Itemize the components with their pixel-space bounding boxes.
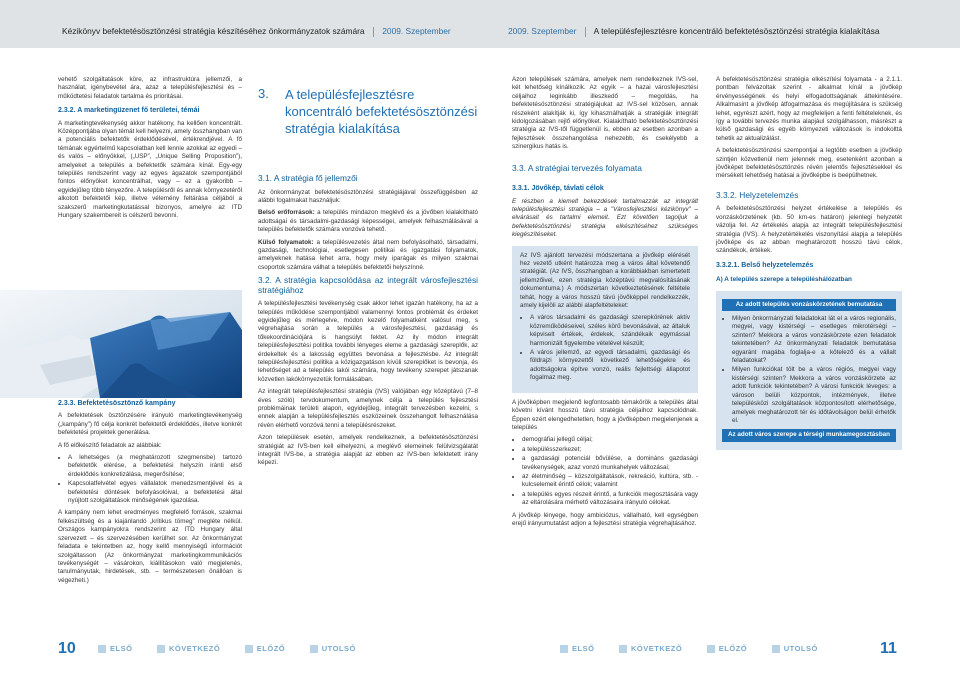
col3-paragraph-2: E részben a kiemelt bekezdések tartalmazzák az integrált településfejlesztési stratégia – a "Városfejlesztési kézikönyv" – elvárásait és tartalmi elemeit. Ezt követően tagoljuk a befektetésösztönzési stratégia elkészítéséhez szükséges kiegészítéseket. — [512, 197, 698, 239]
footer-nav-right — [560, 644, 840, 653]
list-item: • A város társadalmi és gazdasági szerepkörének aktív közreműködéseivel, széles körű bevonásával, az általuk képviselt értékek, érdekek, szándékaik egymással harmonizált figyelembe vételével készült; — [530, 314, 690, 348]
col2-paragraph-5: Az integrált településfejlesztési stratégia (IVS) valójában egy középtávú (7–8 éves szóló) tervdokumentum, amelynek célja a település fejlesztési problémáinak területi alapon, egyidejűleg, integrált tervezésben kezelni, s ennek alapján a településfejlesztés eszközeinek összehangolt felhasználása révén elérhető vonzóvá tenni a településrészeket. — [258, 388, 478, 429]
right-date: 2009. Szeptember — [508, 26, 577, 36]
term-inner-resources: Belső erőforrások: — [258, 209, 315, 217]
box-paragraph: Az IVS ajánlott tervezési módszertana a jövőkép elérését hez vezető utként határozza meg a város által követendő stratégiát. (Az IVS, összhangban a korábbiakban ismertetett jellemzőivel, ezen stratégia középtávú megvalósításának dokumentuma.) A módszertan következtetésének feltétele tehát, hogy a város hosszú távú jövőképpel rendelkezzék, amely kijelöli az alábbi alapfeltételeket: — [520, 251, 690, 310]
running-head-right — [508, 26, 880, 37]
nav-prev-left[interactable]: ELŐZŐ — [245, 644, 285, 653]
col3-bullet-list — [512, 436, 698, 507]
list-item: • Milyen önkormányzati feladatokat lát el a város regionális, megyei, vagy kistérségi – esetleges mikrotérségi – szinten? Mekkora a város vonzáskörzete ezen feladatok tekintetében? Az önkormányzati feladatok bemutatása egyaránt magába foglalja-e a kötelező és a vállalt feladatokat? — [732, 315, 896, 365]
col2-paragraph-2 — [258, 209, 478, 234]
running-head-left — [62, 26, 451, 37]
column-1-bottom — [58, 394, 242, 589]
column-1-top — [58, 76, 242, 225]
col1-paragraph-1: A marketingtevékenység akkor hatékony, ha kellően koncentrált. Középpontjába olyan témát kell helyezni, amely összhangban van a potenciális befektetők érdeklődésével, értékrendjével. A fő témának egyértelmű kapcsolatban kell lennie azokkal az egyedi – és valós – előnyökkel, („USP”, „Unique Selling Proposition”), amelyeket a település a befektetők számára kínál. Egy-egy település rendszerint vagy az egyes ágazatok szempontjából fontos előnyöket koncentrálhat, vagy – ez a gyakoribb – egyidejűleg több tényezőre. A településről és annak környezetéről alkotott befektetői kép, illetve vélemény feltárása céljából a szakszerű marketingkutatással bizonyos, amelyre az ITD Hungary szakembereit is célszerű bevonni. — [58, 119, 242, 220]
heading-3-3-2-1: 3.3.2.1. Belső helyzetelemzés — [716, 261, 814, 269]
heading-3-1: 3.1. A stratégia fő jellemzői — [258, 173, 358, 183]
nav-last-left[interactable]: UTOLSÓ — [310, 644, 356, 653]
column-2 — [258, 170, 478, 472]
column-3 — [512, 76, 698, 532]
heading-3-3: 3.3. A stratégiai tervezés folyamata — [512, 162, 642, 173]
list-item: • a gazdasági potenciál bővülése, a domináns gazdasági tevékenységek, azaz vonzó munkahelyek változásai; — [522, 455, 698, 472]
list-item: • a településszerkezet; — [522, 446, 698, 454]
col3-paragraph-1: Azon települések számára, amelyek nem rendelkeznek IVS-sel, két lehetőség kínálkozik. Az egyik – a hazai városfejlesztési céljaihoz leginkább illeszkedő – megoldás, ha befektetésösztönzési stratégiájukat az IVS-sel közösen, annak részeként alakítják ki, így kihasználhatják a stratégiák integrált kidolgozásában rejlő előnyöket. Kialakítható befektetésösztönzési stratégia az IVS-től függetlenül is, ebben az esetben azonban a fejlesztések összehangolása nehezebb, és csekélyebb a szinergikus hatás is. — [512, 76, 698, 151]
col1-bullet-list — [58, 454, 242, 505]
term-external-processes: Külső folyamatok: — [258, 238, 314, 246]
list-item: • a település egyes részeit érintő, a funkciók megosztására vagy az eltárolására mérhető változásaira irányuló célokat. — [522, 491, 698, 508]
catchment-bullet-list — [722, 315, 896, 425]
right-title: A településfejlesztésre koncentráló befektetésösztönzési stratégia kialakítása — [593, 26, 880, 36]
nav-last-right[interactable]: UTOLSÓ — [772, 644, 818, 653]
left-title: Kézikönyv befektetésösztönzési stratégia készítéséhez önkormányzatok számára — [62, 26, 365, 36]
page-number-right: 11 — [880, 640, 897, 657]
heading-2-3-3: 2.3.3. Befektetésösztönző kampány — [58, 400, 176, 407]
list-item: • demográfiai jellegű céljai; — [522, 436, 698, 444]
col1-paragraph-3: A fő előkészítő feladatok az alábbiak: — [58, 441, 162, 449]
nav-next-right[interactable]: KÖVETKEZŐ — [619, 644, 682, 653]
col1-paragraph-2: A befektetések ösztönzésére irányuló marketingtevékenység („kampány”) fő célja konkrét befektetői érdeklődés, illetve konkrét befektetési projektek generálása. — [58, 412, 242, 437]
col2-paragraph-1: Az önkormányzat befektetésösztönzési stratégiájával összefüggésben az alábbi fogalmakat használjuk: — [258, 188, 478, 204]
division-band-title: Az adott város szerepe a térségi munkamegosztásban — [722, 429, 896, 441]
heading-a-settlement-role: A) A település szerepe a településhálózatban — [716, 276, 852, 284]
nav-prev-right[interactable]: ELŐZŐ — [707, 644, 747, 653]
heading-3-3-2: 3.3.2. Helyzetelemzés — [716, 189, 799, 200]
list-item: • A lehetséges (a meghatározott szegmensbe) tartozó befektetők elérése, a befektetési helyszín iránti első érdeklődés konkretizálása, megerősítése; — [68, 454, 242, 479]
list-item: • Milyen funkciókat tölt be a város régiós, megyei vagy kistérségi szinten? Mekkora a város vonzáskörzete az adott funkciók tekintetében? A városi funkciók léveges: a városon belüli központok, intézmények, illetve településközi szolgáltatások központosított elérhetősége, amelyek meghatározott tér és időtávolságon belül érhetők el. — [732, 366, 896, 425]
page-number-left: 10 — [58, 640, 76, 657]
nav-next-left[interactable]: KÖVETKEZŐ — [157, 644, 220, 653]
heading-3-2: 3.2. A stratégia kapcsolódása az integrált városfejlesztési stratégiához — [258, 275, 478, 295]
col1-paragraph-4: A kampány nem lehet eredményes megfelelő források, szakmai felkészültség és a kiajánlandó „kritikus tömeg” megléte nélkül. Országos kampányokra rendszerint az ITD Hungary által szervezett – és szervezésében kerülhet sor. Az önkormányzat feladata e tekintetben az, hogy kellő mennyiségű információt szolgáltasson (Az önkormányzat marketingkommunikációs tevékenységét – vásárokon, kiállításokon való megjelenés, tanulmányutak, hirdetések, stb. – természetesen önállóan is végezheti.) — [58, 509, 242, 584]
col4-paragraph-1: A befektetésösztönzési stratégia elkészítési folyamata - a 2.1.1. pontban felvázoltak szerint - alkalmat kínál a jövőkép érvényességének és helyi elfogadottságának áttekintésére. Alkalmasint a jövőkép átfogalmazása és megújítására is szükség lehet, egyrészt azért, hogy az megfeleljen a fenti feltételeknek, és így a további tervezés munka alapjául szolgálhasson, másrészt a külső gazdasági és egyéb környezeti változások is indokolttá tehetik az aktualizálást. — [716, 76, 902, 142]
column-4 — [716, 76, 902, 456]
heading-2-3-2: 2.3.2. A marketingüzenet fő területei, témái — [58, 107, 200, 115]
catchment-box — [716, 291, 902, 450]
puzzle-image — [0, 290, 242, 398]
ivs-info-box — [512, 246, 698, 393]
col2-paragraph-6: Azon települések esetén, amelyek rendelkeznek, a befektetésösztönzési stratégiát az IVS-ben kell elhelyezni, a meglévő elemeinek felülvizsgálatát integrált IVS-be, a stratégia alapját az ebben az IVS-ben lefektetett irány képezi. — [258, 434, 478, 467]
col2-paragraph-4: A településfejlesztési tevékenység csak akkor lehet igazán hatékony, ha az a település működése szempontjából valamennyi fontos problémát és érdeket egyidejűleg és mérlegelve, módon kezelő folyamatként valósul meg, s végrehajtása során a település a városfejlesztési, gazdasági és tőkekoordinációjára is hangsúlyt fektet. Az ily módon integrált településfejlesztési politika további lényeges eleme a gazdasági szereplők, az érdekeltek és a lakosság együttes bevonása a fejlesztésbe. Az integrált településfejlesztési politika a közigazgatáson kívüli szereplőket is bevonja, és lehetőséget ad a település lakói számára, hogy tevékeny szerepet játszanak közvetlen lakókörnyezetük formálásában. — [258, 300, 478, 383]
chapter-title: A településfejlesztésre koncentráló befektetésösztönzési stratégia kialakítása — [285, 87, 478, 136]
left-date: 2009. Szeptember — [382, 26, 451, 36]
box-bullet-list — [520, 314, 690, 382]
catchment-band-title: Az adott település vonzáskörzetének bemutatása — [722, 299, 896, 311]
list-item: • az életminőség – közszolgáltatások, rekreáció, kultúra, stb. - kulcselemeit érintő célok; valamint — [522, 473, 698, 490]
nav-first-right[interactable]: ELSŐ — [560, 644, 594, 653]
col2-paragraph-3 — [258, 239, 478, 273]
list-item: • Kapcsolatfelvétel egyes vállalatok menedzsmentjével és a befektetési döntések befolyásolóival, a befektetési által nyújtott szolgáltatások minőségének igazolása. — [68, 480, 242, 505]
col3-paragraph-3: A jövőképben megjelenő legfontosabb témakörök a település által követni kívánt hosszú távú stratégia céljaihoz kapcsolódnak. Éppen ezért elengedhetetlen, hogy a jövőképben megjelenjenek a település — [512, 398, 698, 431]
col4-paragraph-2: A befektetésösztönzési szempontjai a legtöbb esetben a jövőkép szintjén közvetlenül nem jelennek meg, esetenként azonban a jövőképet befektetésösztönzés révén jelentős fejlesztésekkel és mérsékelt lehetőség hatásai a jövőképbe is beépülhetnek. — [716, 147, 902, 180]
col4-paragraph-3: A befektetésösztönzési helyzet értékelése a település és vonzáskörzetének (kb. 50 km-es határon) jelenlegi helyzetét vázolja fel. Az értékelés alapja az integrált településfejlesztési stratégia (IVS). A helyzetértékelés viszonyítási alapja a település jövőképe és az abban meghatározott hosszú távú célok, szándékok, értékek. — [716, 205, 902, 255]
heading-3-3-1: 3.3.1. Jövőkép, távlati célok — [512, 185, 604, 193]
col2-paragraph-3-text: a településvezetés által nem befolyásolható, társadalmi, gazdasági, technológiai, esetlegesen politikai és igazgatási folyamatok, amelyeknek hatása lehet arra, hogy mely iparágak és milyen szakmai csoportok számára válhat a település befektetői helyszínné. — [258, 238, 478, 271]
chapter-number: 3. — [258, 86, 269, 101]
col3-paragraph-4: A jövőkép lényege, hogy ambiciózus, vállalható, kell egységben erejű irányumutatást adjon a fejlesztési stratégia végrehajtásához. — [512, 511, 698, 527]
col2-paragraph-2-text: a település mindazon meglévő és a jövőben kialakítható adottságai és társadalmi-gazdasági képességei, amelyek felhasználásával a település befektetők számára vonzóvá tehető. — [258, 209, 478, 234]
footer-nav-left — [98, 644, 378, 653]
list-item: • A város jellemző, az egyedi társadalmi, gazdasági és földrajzi környezettől következő lehetőségekre és adottságokra építve vonzó, reális fejlettségi állapotot fogalmaz meg. — [530, 349, 690, 383]
nav-first-left[interactable]: ELSŐ — [98, 644, 132, 653]
header-band — [0, 0, 960, 48]
col1-intro: vehető szolgáltatások köre, az infrastruktúra jellemzői, a használat, igénybevétel ára, azaz a településfejlesztési és –működtetési feladatok tartalma és prioritásai. — [58, 76, 242, 100]
